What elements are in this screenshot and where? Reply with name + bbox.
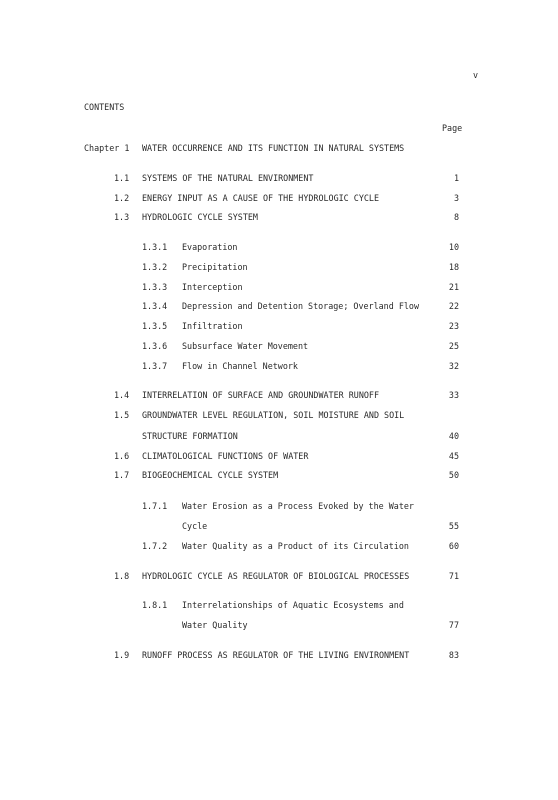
page-number: v xyxy=(473,70,479,80)
toc-entry-page: 23 xyxy=(448,321,459,331)
toc-entry-number: 1.8 xyxy=(114,571,130,581)
toc-entry-number: 1.8.1 xyxy=(142,600,168,610)
toc-entry-title: Precipitation xyxy=(182,262,248,272)
toc-entry-title: Infiltration xyxy=(182,321,243,331)
toc-entry-title: Water Quality xyxy=(182,620,248,630)
toc-entry-page: 45 xyxy=(448,451,459,461)
toc-entry-title: Subsurface Water Movement xyxy=(182,341,309,351)
toc-entry-page: 77 xyxy=(448,620,459,630)
toc-entry-title: Water Quality as a Product of its Circulation xyxy=(182,541,409,551)
toc-entry-page: 60 xyxy=(448,541,459,551)
toc-entry-page: 50 xyxy=(448,470,459,480)
toc-entry-number: 1.2 xyxy=(114,193,130,203)
toc-entry-number: 1.3.4 xyxy=(142,301,168,311)
toc-entry-number: 1.7.1 xyxy=(142,501,168,511)
toc-entry-title: STRUCTURE FORMATION xyxy=(142,431,238,441)
contents-heading: CONTENTS xyxy=(84,102,125,112)
toc-entry-title: INTERRELATION OF SURFACE AND GROUNDWATER RUNOFF xyxy=(142,390,379,400)
toc-entry-page: 40 xyxy=(448,431,459,441)
toc-entry-number: 1.6 xyxy=(114,451,130,461)
toc-entry-title: Evaporation xyxy=(182,242,238,252)
toc-entry-title: SYSTEMS OF THE NATURAL ENVIRONMENT xyxy=(142,173,314,183)
toc-entry-title: HYDROLOGIC CYCLE AS REGULATOR OF BIOLOGICAL PROCESSES xyxy=(142,571,410,581)
toc-entry-page: 33 xyxy=(448,390,459,400)
page-column-label: Page xyxy=(442,123,463,133)
toc-entry-page: 21 xyxy=(448,282,459,292)
toc-entry-title: Cycle xyxy=(182,521,208,531)
toc-entry-number: 1.3.6 xyxy=(142,341,168,351)
toc-entry-title: Interrelationships of Aquatic Ecosystems and xyxy=(182,600,404,610)
toc-entry-number: 1.5 xyxy=(114,410,130,420)
toc-entry-page: 71 xyxy=(448,571,459,581)
toc-entry-number: 1.3.5 xyxy=(142,321,168,331)
toc-entry-title: Interception xyxy=(182,282,243,292)
toc-entry-number: 1.3 xyxy=(114,212,130,222)
toc-entry-title: Water Erosion as a Process Evoked by the Water xyxy=(182,501,414,511)
toc-entry-title: HYDROLOGIC CYCLE SYSTEM xyxy=(142,212,258,222)
toc-entry-page: 10 xyxy=(448,242,459,252)
toc-entry-page: 83 xyxy=(448,650,459,660)
toc-entry-number: 1.7 xyxy=(114,470,130,480)
toc-entry-number: 1.1 xyxy=(114,173,130,183)
toc-entry-number: 1.9 xyxy=(114,650,130,660)
toc-entry-title: BIOGEOCHEMICAL CYCLE SYSTEM xyxy=(142,470,279,480)
toc-entry-page: 22 xyxy=(448,301,459,311)
toc-entry-number: 1.3.1 xyxy=(142,242,168,252)
toc-entry-number: 1.3.7 xyxy=(142,361,168,371)
toc-entry-page: 1 xyxy=(453,173,459,183)
toc-entry-title: ENERGY INPUT AS A CAUSE OF THE HYDROLOGIC CYCLE xyxy=(142,193,379,203)
toc-entry-page: 18 xyxy=(448,262,459,272)
toc-entry-page: 25 xyxy=(448,341,459,351)
chapter-title: WATER OCCURRENCE AND ITS FUNCTION IN NATURAL SYSTEMS xyxy=(142,143,405,153)
toc-entry-title: CLIMATOLOGICAL FUNCTIONS OF WATER xyxy=(142,451,309,461)
toc-entry-number: 1.3.2 xyxy=(142,262,168,272)
toc-entry-title: RUNOFF PROCESS AS REGULATOR OF THE LIVING ENVIRONMENT xyxy=(142,650,410,660)
toc-entry-title: GROUNDWATER LEVEL REGULATION, SOIL MOISTURE AND SOIL xyxy=(142,410,405,420)
toc-entry-title: Depression and Detention Storage; Overland Flow xyxy=(182,301,419,311)
chapter-label: Chapter 1 xyxy=(84,143,130,153)
toc-entry-page: 32 xyxy=(448,361,459,371)
toc-entry-number: 1.7.2 xyxy=(142,541,168,551)
toc-entry-number: 1.4 xyxy=(114,390,130,400)
toc-entry-title: Flow in Channel Network xyxy=(182,361,298,371)
toc-entry-page: 8 xyxy=(453,212,459,222)
toc-entry-number: 1.3.3 xyxy=(142,282,168,292)
toc-entry-page: 3 xyxy=(453,193,459,203)
toc-entry-page: 55 xyxy=(448,521,459,531)
